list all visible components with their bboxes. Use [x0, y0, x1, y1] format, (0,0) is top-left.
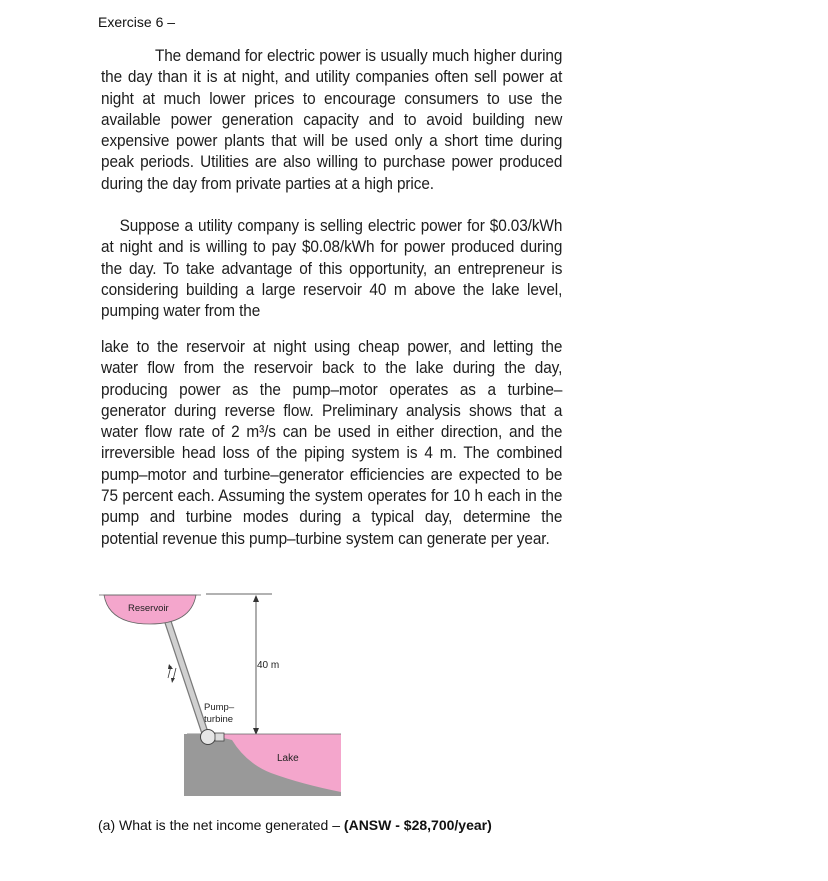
exercise-heading: Exercise 6 – [98, 14, 176, 30]
problem-paragraph-1: The demand for electric power is usually much higher during the day than it is at night, and utility companies often sell power at night at much lower prices to encourage consumers to use the available power generation capacity and to avoid building new expensive power plants that will be used only a short time during peak periods. Utilities are also willing to purchase power produced during the day from private parties at a high price. [101, 47, 563, 193]
flow-arrow-down-icon [171, 678, 175, 683]
height-label: 40 m [257, 660, 280, 671]
question-text: (a) What is the net income generated – [98, 817, 344, 833]
reservoir-label: Reservoir [128, 603, 169, 614]
figure-diagram [96, 588, 356, 808]
problem-paragraph-2: Suppose a utility company is selling electric power for $0.03/kWh at night and is willing to pay $0.08/kWh for power produced during the day. To take advantage of this opportunity, an entrepreneur is considering building a large reservoir 40 m above the lake level, pumping water from the [101, 217, 563, 321]
dimension-arrow-up-icon [253, 595, 259, 602]
question-line [98, 817, 492, 833]
pump-label-line2: turbine [204, 714, 234, 725]
pump-outlet [215, 733, 224, 741]
pump-turbine-icon [201, 730, 216, 745]
problem-paragraph-3: lake to the reservoir at night using cheap power, and letting the water flow from the reservoir back to the lake during the day, producing power as the pump–motor operates as a turbine–generator during reverse flow. Preliminary analysis shows that a water flow rate of 2 m³/s can be used in either direction, and the irreversible head loss of the piping system is 4 m. The combined pump–motor and turbine–generator efficiencies are expected to be 75 percent each. Assuming the system operates for 10 h each in the pump and turbine modes during a typical day, determine the potential revenue this pump–turbine system can generate per year. [101, 338, 563, 548]
pump-turbine-figure [96, 588, 356, 813]
flow-arrow-up-icon [168, 664, 173, 669]
answer-text: (ANSW - $28,700/year) [343, 817, 492, 833]
lake-label: Lake [277, 753, 299, 764]
pump-label-line1: Pump– [204, 702, 235, 713]
penstock-pipe [164, 610, 206, 736]
